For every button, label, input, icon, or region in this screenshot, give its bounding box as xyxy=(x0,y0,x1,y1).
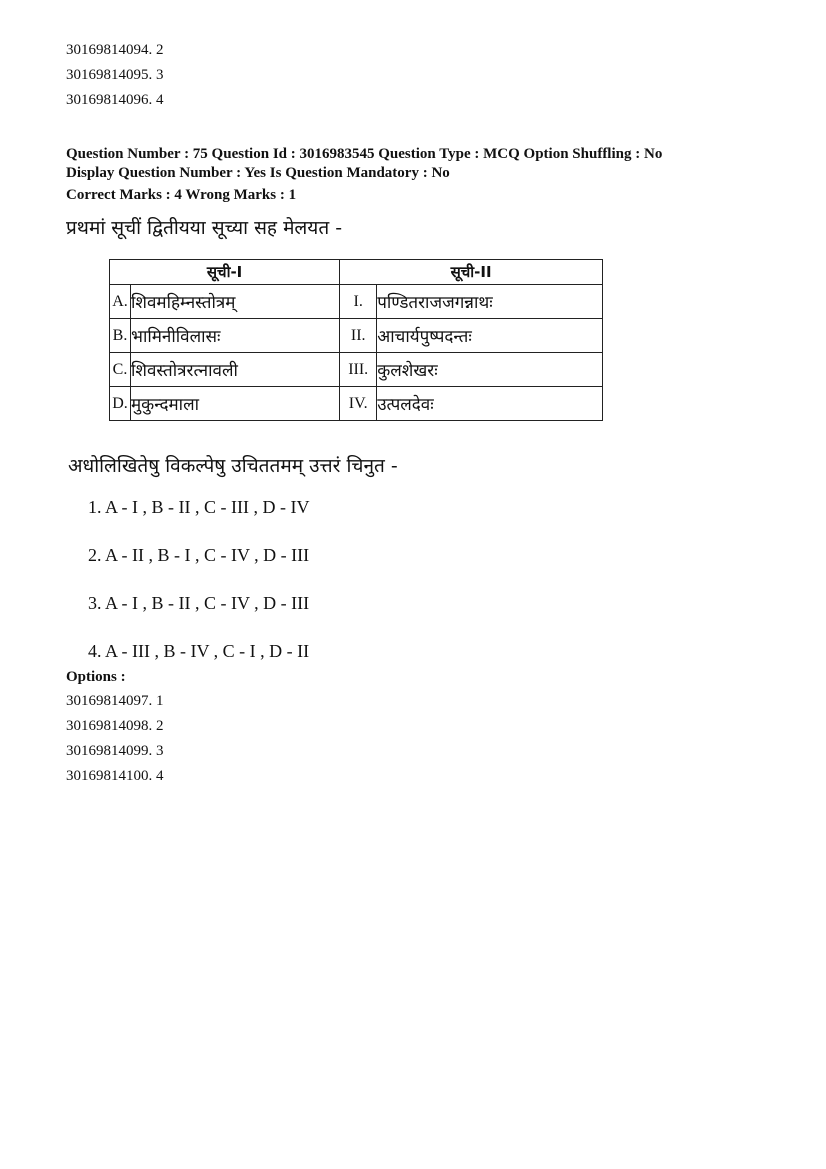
row-key-ii: II. xyxy=(340,319,377,353)
list2-header: सूची-II xyxy=(340,260,603,285)
question-prompt: प्रथमां सूचीं द्वितीयया सूच्या सह मेलयत - xyxy=(66,217,343,239)
row-key-i: I. xyxy=(340,285,377,319)
row-key-iv: IV. xyxy=(340,387,377,421)
table-row xyxy=(110,319,603,353)
answer-choice-4: 4. A - III , B - IV , C - I , D - II xyxy=(88,641,310,661)
row-value-iii: कुलशेखरः xyxy=(377,353,603,387)
option-id-2: 30169814098. 2 xyxy=(66,718,164,734)
option-id-3: 30169814099. 3 xyxy=(66,743,164,759)
row-value-iv: उत्पलदेवः xyxy=(377,387,603,421)
table-row xyxy=(110,353,603,387)
question-meta-line3: Correct Marks : 4 Wrong Marks : 1 xyxy=(66,187,297,203)
row-key-d: D. xyxy=(110,387,131,421)
answer-choice-1: 1. A - I , B - II , C - III , D - IV xyxy=(88,497,310,517)
row-key-iii: III. xyxy=(340,353,377,387)
option-id-4: 30169814100. 4 xyxy=(66,768,164,784)
option-id-1: 30169814097. 1 xyxy=(66,693,164,709)
match-table xyxy=(109,259,603,421)
prev-option-2: 30169814095. 3 xyxy=(66,67,164,83)
row-value-i: पण्डितराजजगन्नाथः xyxy=(377,285,603,319)
row-value-c: शिवस्तोत्ररत्नावली xyxy=(131,353,340,387)
row-key-b: B. xyxy=(110,319,131,353)
answer-choice-2: 2. A - II , B - I , C - IV , D - III xyxy=(88,545,310,565)
row-value-a: शिवमहिम्नस्तोत्रम् xyxy=(131,285,340,319)
table-row xyxy=(110,387,603,421)
row-value-b: भामिनीविलासः xyxy=(131,319,340,353)
row-key-c: C. xyxy=(110,353,131,387)
question-meta-line1: Question Number : 75 Question Id : 3016983545 Question Type : MCQ Option Shuffling : No xyxy=(66,146,663,162)
question-instruction: अधोलिखितेषु विकल्पेषु उचिततमम् उत्तरं चिनुत - xyxy=(68,455,398,477)
prev-option-1: 30169814094. 2 xyxy=(66,42,164,58)
answer-choice-3: 3. A - I , B - II , C - IV , D - III xyxy=(88,593,310,613)
row-value-ii: आचार्यपुष्पदन्तः xyxy=(377,319,603,353)
row-value-d: मुकुन्दमाला xyxy=(131,387,340,421)
list1-header: सूची-I xyxy=(110,260,340,285)
table-row xyxy=(110,285,603,319)
row-key-a: A. xyxy=(110,285,131,319)
options-label: Options : xyxy=(66,669,126,685)
question-meta-line2: Display Question Number : Yes Is Question Mandatory : No xyxy=(66,165,450,181)
prev-option-3: 30169814096. 4 xyxy=(66,92,164,108)
table-header-row xyxy=(110,260,603,285)
